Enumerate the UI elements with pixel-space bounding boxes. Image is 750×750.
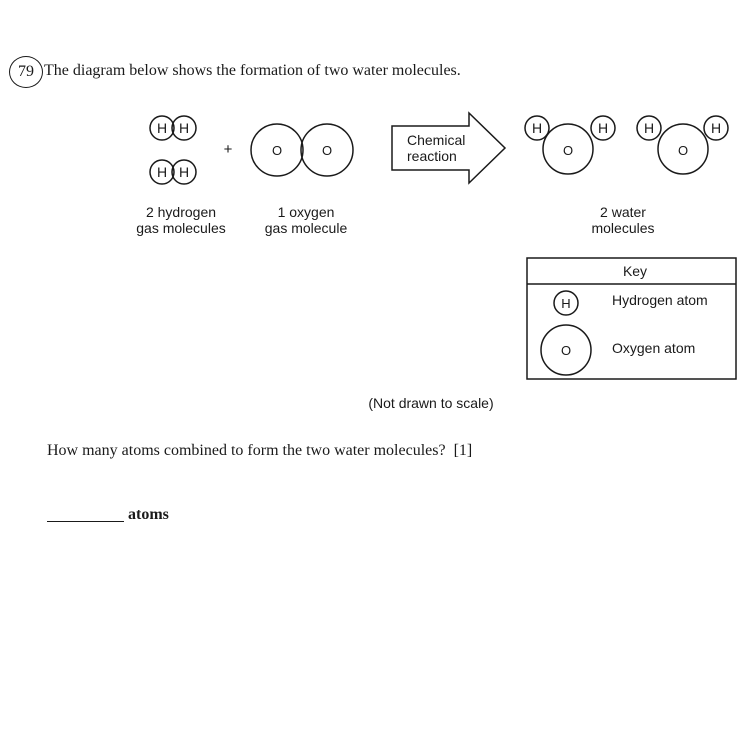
atom-symbol: H xyxy=(178,164,190,180)
arrow-label: reaction xyxy=(407,148,457,164)
plus-sign: + xyxy=(223,141,233,158)
question-stem: The diagram below shows the formation of two water molecules. xyxy=(44,62,461,79)
arrow-label: Chemical xyxy=(407,132,466,148)
atom-symbol: H xyxy=(643,120,655,136)
key-hydrogen-label: Hydrogen atom xyxy=(612,292,708,308)
reactant-2-label: 1 oxygen xyxy=(277,204,335,220)
product-label: 2 water xyxy=(600,204,646,220)
product-label: molecules xyxy=(591,220,655,236)
key-title: Key xyxy=(622,263,648,279)
atom-symbol: H xyxy=(156,120,168,136)
question-prompt-text: How many atoms combined to form the two water molecules? xyxy=(47,442,446,459)
question-number: 79 xyxy=(9,56,43,88)
atom-symbol: H xyxy=(597,120,609,136)
atom-symbol: H xyxy=(156,164,168,180)
answer-blank[interactable] xyxy=(47,521,124,522)
oxygen-molecule xyxy=(251,124,353,176)
reactant-1-label: 2 hydrogen xyxy=(145,204,217,220)
answer-unit: atoms xyxy=(128,506,169,523)
scale-note: (Not drawn to scale) xyxy=(368,395,494,411)
reactant-2-label: gas molecule xyxy=(264,220,348,236)
atom-symbol: O xyxy=(560,343,572,358)
atom-symbol: H xyxy=(531,120,543,136)
atom-symbol: O xyxy=(677,143,689,158)
question-prompt xyxy=(47,442,472,460)
atom-symbol: O xyxy=(321,143,333,158)
question-credit: [1] xyxy=(453,442,473,459)
atom-symbol: H xyxy=(178,120,190,136)
atom-symbol: O xyxy=(271,143,283,158)
key-oxygen-label: Oxygen atom xyxy=(612,340,696,356)
reactant-1-label: gas molecules xyxy=(136,220,226,236)
atom-symbol: O xyxy=(562,143,574,158)
atom-symbol: H xyxy=(710,120,722,136)
atom-symbol: H xyxy=(561,296,571,311)
